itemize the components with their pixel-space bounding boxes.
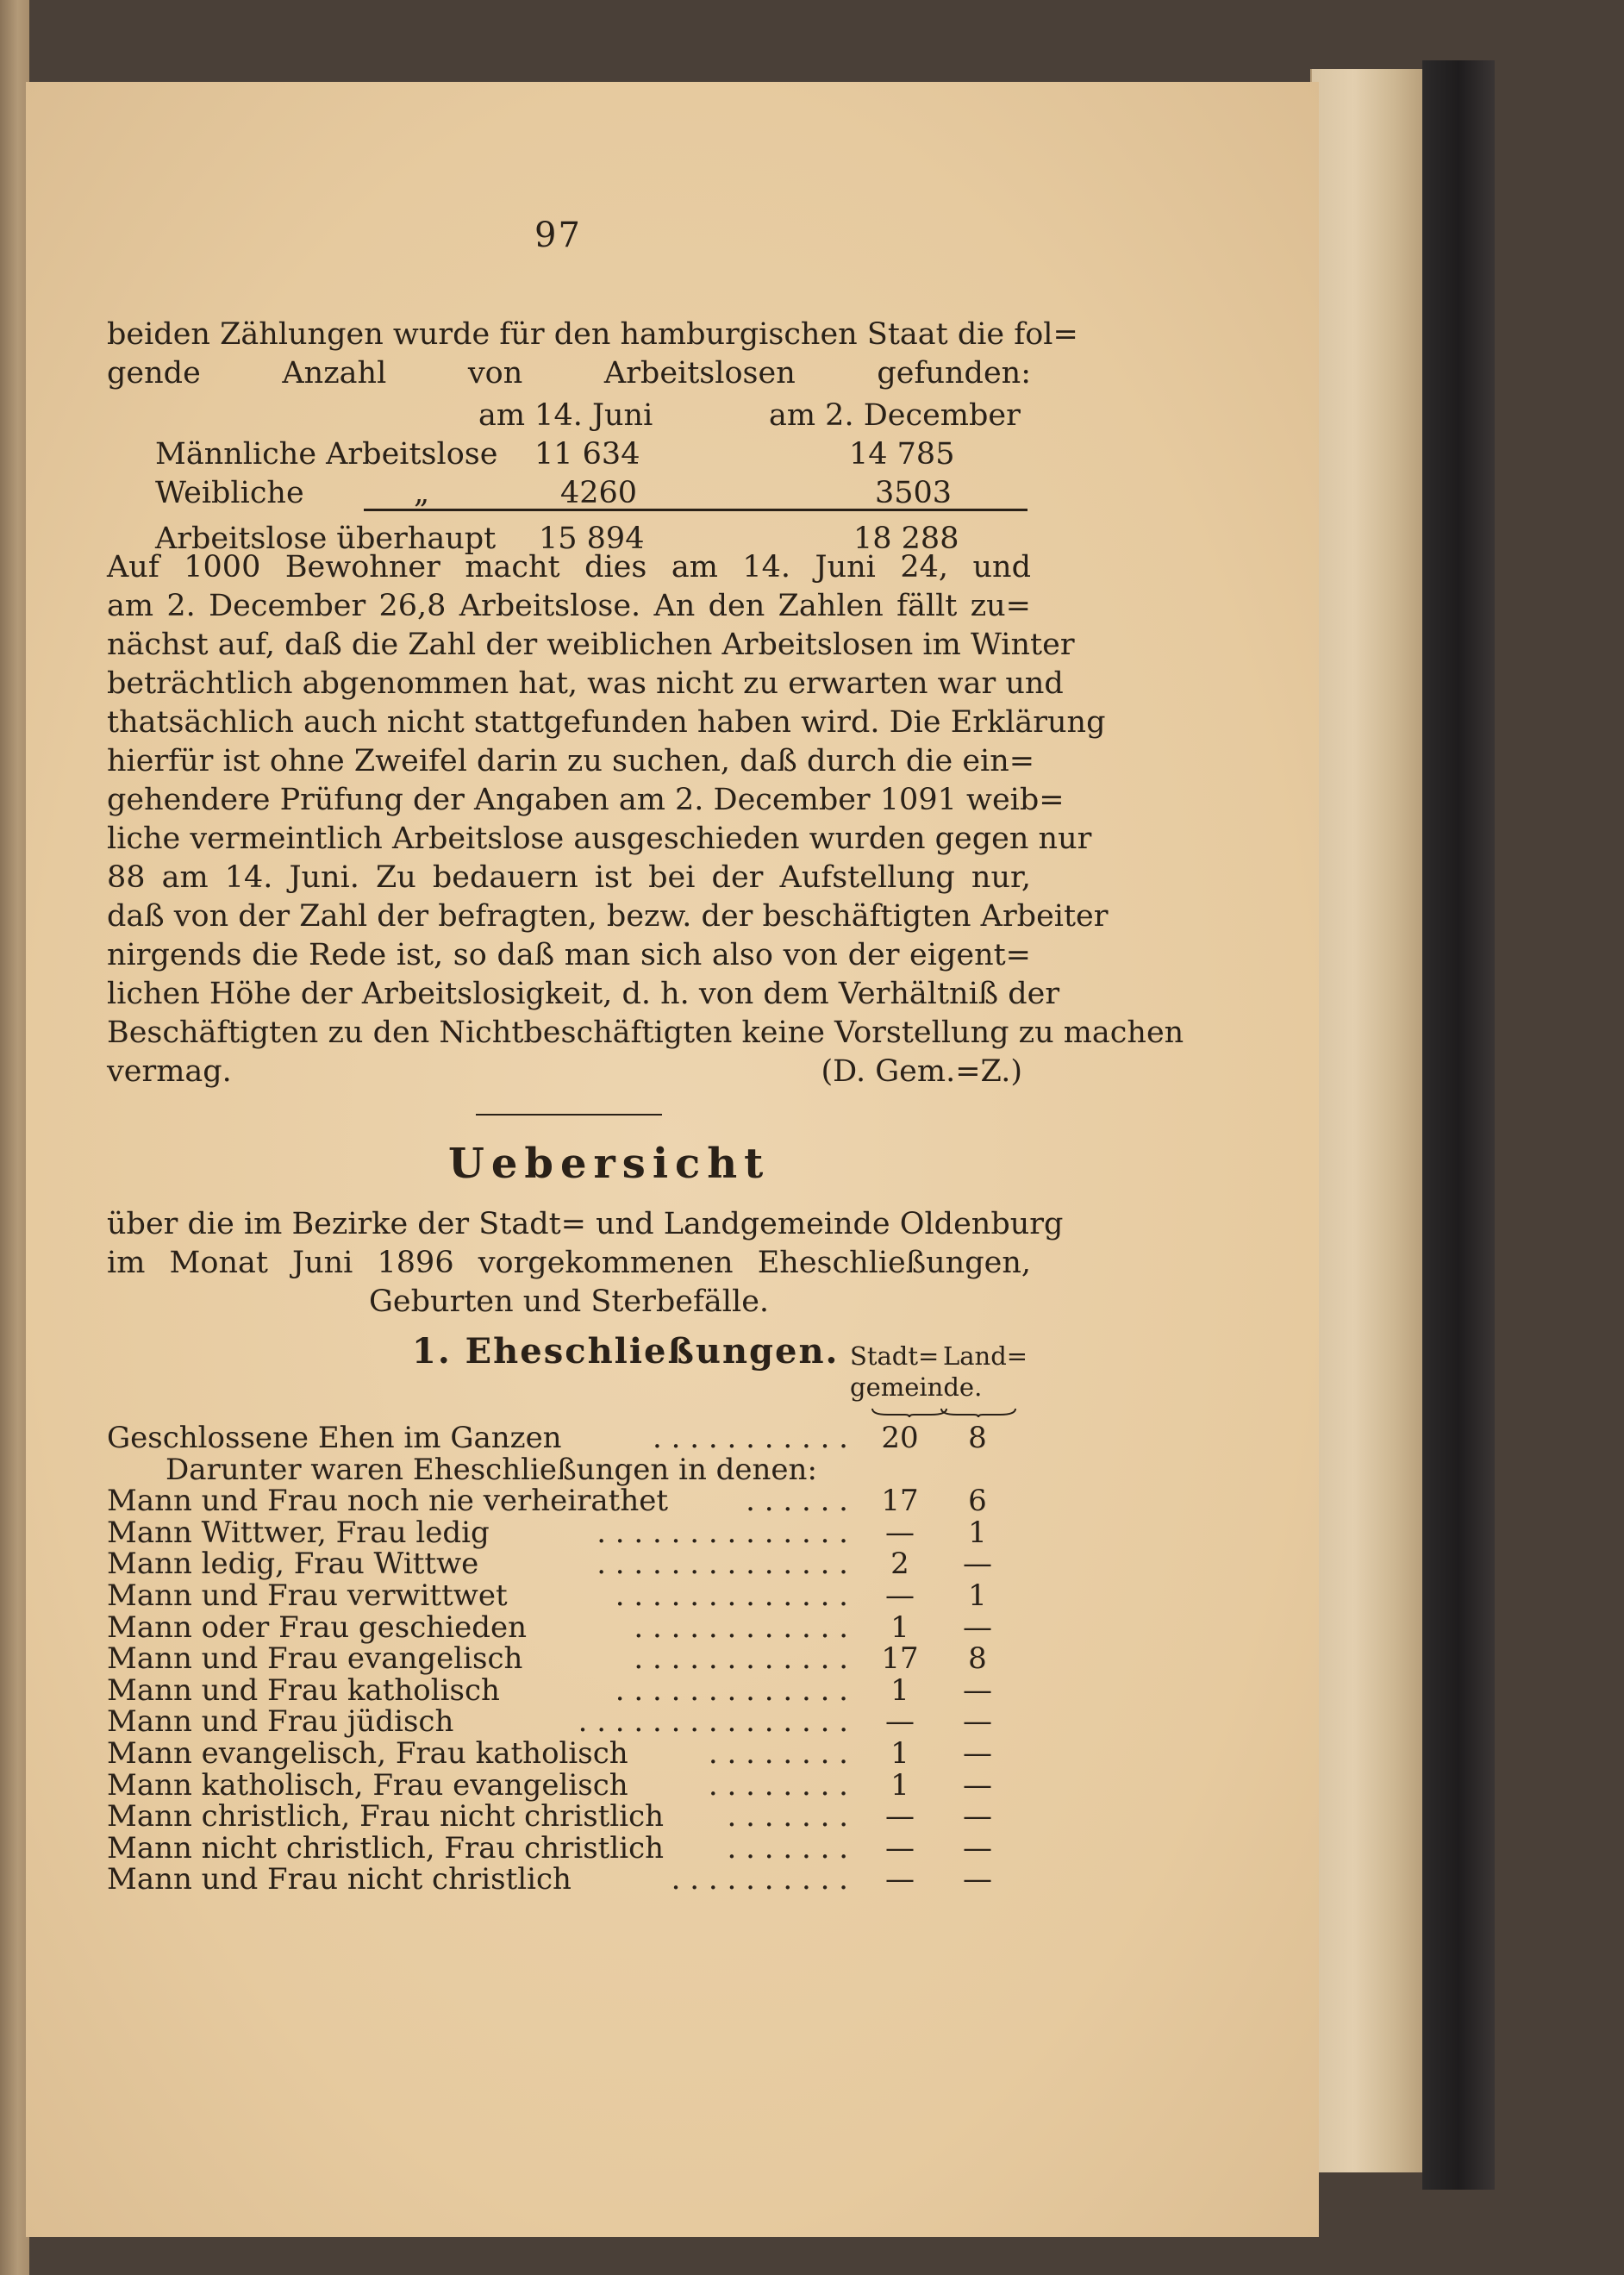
value-june: 15 894 — [539, 522, 645, 556]
marriages-title: 1. Eheschließungen. — [412, 1331, 840, 1372]
row-label: Mann nicht christlich, Frau christlich — [107, 1830, 665, 1866]
value-land: — — [963, 1735, 992, 1771]
row-label: Mann oder Frau geschieden — [107, 1609, 527, 1645]
value-land: — — [963, 1799, 992, 1834]
row-label: Mann und Frau nicht christlich — [107, 1862, 572, 1897]
table-row — [107, 1578, 1038, 1613]
closing-word: vermag. — [107, 1054, 232, 1089]
value-stadt: — — [885, 1578, 915, 1613]
value-june: 11 634 — [534, 437, 640, 472]
text-line: beträchtlich abgenommen hat, was nicht zu erwarten war und — [107, 666, 1064, 701]
table-row — [107, 1735, 1038, 1771]
table-row — [107, 1704, 1038, 1740]
dot-leader: . . . . . . . — [727, 1799, 848, 1834]
row-label: Mann und Frau jüdisch — [107, 1704, 454, 1740]
brace-right — [940, 1407, 1017, 1417]
text-line: daß von der Zahl der befragten, bezw. der beschäftigten Arbeiter — [107, 899, 1109, 934]
dot-leader: . . . . . . . . . . . — [653, 1421, 848, 1455]
table-row — [107, 1484, 1038, 1519]
dot-leader: . . . . . . . — [727, 1830, 848, 1866]
text-line: Geburten und Sterbefälle. — [368, 1284, 770, 1319]
table-row — [107, 1547, 1038, 1582]
paragraph-analysis — [107, 548, 1184, 1091]
paragraph-intro — [107, 316, 1078, 393]
value-land: — — [963, 1547, 992, 1582]
text-line: liche vermeintlich Arbeitslose ausgeschieden wurden gegen nur — [107, 822, 1092, 856]
row-label: Mann ledig, Frau Wittwe — [107, 1547, 479, 1582]
table-row — [107, 1767, 1038, 1803]
text-line: thatsächlich auch nicht stattgefunden haben wird. Die Erklärung — [107, 705, 1106, 740]
dot-leader: . . . . . . . . . . . . . — [615, 1578, 848, 1613]
table-row — [155, 437, 1034, 476]
column-header-june: am 14. Juni — [478, 398, 653, 433]
value-stadt: 1 — [890, 1767, 909, 1803]
row-label: Mann evangelisch, Frau katholisch — [107, 1735, 628, 1771]
dot-leader: . . . . . . . . . . — [671, 1862, 848, 1897]
text-line: nächst auf, daß die Zahl der weiblichen Arbeitslosen im Winter — [107, 628, 1075, 662]
dot-leader: . . . . . . . . . . . . . . . — [578, 1704, 848, 1740]
text-line: Auf 1000 Bewohner macht dies am 14. Juni 24, und — [107, 550, 1031, 584]
row-label: Geschlossene Ehen im Ganzen — [107, 1421, 562, 1455]
col-head-line: Stadt= — [850, 1341, 940, 1371]
table-row — [107, 1421, 1038, 1453]
col-head-line: Land= — [943, 1341, 1028, 1371]
row-label: Weibliche — [155, 476, 304, 510]
row-label: Arbeitslose überhaupt — [155, 522, 497, 556]
value-december: 3503 — [875, 476, 953, 510]
column-header-december: am 2. December — [769, 398, 1021, 433]
value-december: 18 288 — [853, 522, 959, 556]
text-line: gehendere Prüfung der Angaben am 2. December 1091 weib= — [107, 783, 1065, 817]
ditto-mark: „ — [414, 476, 430, 510]
dot-leader: . . . . . . . . . . . . — [634, 1641, 848, 1677]
text-line: hierfür ist ohne Zweifel darin zu suchen, daß durch die ein= — [107, 744, 1035, 778]
value-stadt: — — [885, 1515, 915, 1550]
sum-rule — [364, 509, 1027, 511]
value-stadt: 1 — [890, 1672, 909, 1708]
source-citation: (D. Gem.=Z.) — [821, 1054, 1022, 1089]
dot-leader: . . . . . . . . . . . . . . — [597, 1515, 848, 1550]
value-land: — — [963, 1672, 992, 1708]
text-line-last — [107, 1053, 1031, 1091]
value-stadt: — — [885, 1799, 915, 1834]
section-intro — [107, 1205, 1064, 1322]
dot-leader: . . . . . . — [746, 1484, 848, 1519]
table-row — [107, 1830, 1038, 1866]
table-row — [107, 1641, 1038, 1677]
text-line: im Monat Juni 1896 vorgekommenen Eheschließungen, — [107, 1246, 1031, 1280]
value-land: 8 — [968, 1641, 987, 1677]
book-left-edge — [0, 0, 29, 2275]
marriages-table — [107, 1421, 1038, 1897]
section-title: Uebersicht — [448, 1140, 771, 1188]
dot-leader: . . . . . . . . . . . . — [634, 1609, 848, 1645]
row-label: Mann christlich, Frau nicht christlich — [107, 1799, 665, 1834]
text-line: lichen Höhe der Arbeitslosigkeit, d. h. von dem Verhältniß der — [107, 977, 1060, 1011]
text-line: Beschäftigten zu den Nichtbeschäftigten keine Vorstellung zu machen — [107, 1016, 1184, 1050]
value-stadt: 17 — [881, 1484, 919, 1519]
table-row — [107, 1862, 1038, 1897]
text-line: beiden Zählungen wurde für den hamburgischen Staat die fol= — [107, 317, 1078, 352]
value-stadt: 1 — [890, 1609, 909, 1645]
value-land: — — [963, 1609, 992, 1645]
table-row — [107, 1452, 1038, 1487]
value-stadt: — — [885, 1704, 915, 1740]
section-divider — [476, 1114, 662, 1116]
value-land: 8 — [968, 1421, 987, 1455]
page-number: 97 — [534, 216, 582, 255]
unemployment-table — [155, 398, 1034, 560]
value-stadt: 1 — [890, 1735, 909, 1771]
value-land: — — [963, 1830, 992, 1866]
row-label: Mann Wittwer, Frau ledig — [107, 1515, 490, 1550]
row-label: Mann und Frau katholisch — [107, 1672, 500, 1708]
text-line: über die im Bezirke der Stadt= und Landgemeinde Oldenburg — [107, 1207, 1064, 1241]
dot-leader: . . . . . . . . . . . . . . — [597, 1547, 848, 1582]
text-line: am 2. December 26,8 Arbeitslose. An den Zahlen fällt zu= — [107, 589, 1031, 623]
row-label: Mann und Frau evangelisch — [107, 1641, 523, 1677]
col-head-line: gemeinde. — [850, 1372, 983, 1402]
table-row — [107, 1799, 1038, 1834]
value-stadt: 2 — [890, 1547, 909, 1582]
book-cover-edge — [1422, 60, 1495, 2190]
value-stadt: — — [885, 1830, 915, 1866]
row-label: Mann und Frau noch nie verheirathet — [107, 1484, 669, 1519]
dot-leader: . . . . . . . . . . . . . — [615, 1672, 848, 1708]
table-row — [107, 1609, 1038, 1645]
row-label: Darunter waren Eheschließungen in denen: — [166, 1452, 817, 1487]
table-row — [107, 1515, 1038, 1550]
value-june: 4260 — [560, 476, 638, 510]
table-row — [107, 1672, 1038, 1708]
row-label: Männliche Arbeitslose — [155, 437, 498, 472]
brace-left — [871, 1407, 948, 1417]
value-stadt: — — [885, 1862, 915, 1897]
value-land: — — [963, 1862, 992, 1897]
value-land: — — [963, 1767, 992, 1803]
text-line: nirgends die Rede ist, so daß man sich also von der eigent= — [107, 938, 1031, 972]
value-land: 6 — [968, 1484, 987, 1519]
text-line: gende Anzahl von Arbeitslosen gefunden: — [107, 356, 1031, 391]
value-land: — — [963, 1704, 992, 1740]
table-header-row — [155, 398, 1034, 437]
value-land: 1 — [968, 1578, 987, 1613]
value-stadt: 20 — [881, 1421, 919, 1455]
column-header-land — [943, 1341, 1027, 1372]
row-label: Mann katholisch, Frau evangelisch — [107, 1767, 628, 1803]
dot-leader: . . . . . . . . — [708, 1767, 848, 1803]
value-stadt: 17 — [881, 1641, 919, 1677]
dot-leader: . . . . . . . . — [708, 1735, 848, 1771]
value-december: 14 785 — [849, 437, 955, 472]
value-land: 1 — [968, 1515, 987, 1550]
text-line: 88 am 14. Juni. Zu bedauern ist bei der Aufstellung nur, — [107, 860, 1031, 895]
row-label: Mann und Frau verwittwet — [107, 1578, 508, 1613]
